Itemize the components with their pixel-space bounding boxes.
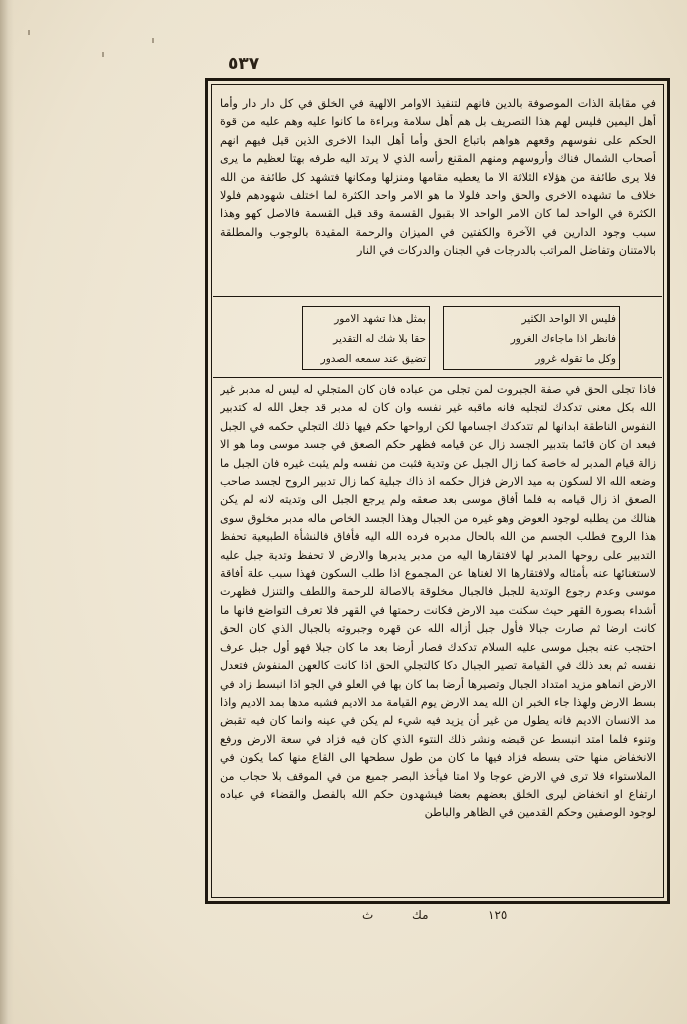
speck bbox=[152, 38, 154, 43]
bottom-paragraph: فاذا تجلى الحق في صفة الجبروت لمن تجلى من عباده فان كان المتجلي له ليس له مدبر غير الله بكل معنى تدكدك لتجليه فانه ماقبه غير نفسه وان كان له مدبر قد جعل الله له كتدبير النفوس الناطقة ابدانها لم تتدكدك اجسامها لكن ارواحها حكم فيها ذلك التجلي حكمه في الجبل فبعد ان كان قائما بتدبير الجسد زال عن قيامه فظهر حكم الصعق في جسد موسى وما هو الا زالة قيام المدبر له خاصة كما زال الجبل عن وتدية فثبت من نفسه ولم يثبت غيره فان الجبل ما وضعه الله الا لسكون به ميد الارض فزال حكمه اذ ذاك جبلية كما زال تدبير الروح لجسد صاحب الصعق اذ زال قيامه به فلما أفاق موسى بعد صعقه ولم يرجع الجبل الى وتديته لانه لم يكن هنالك من يطلبه لوجود العوض وهو غيره من الجبال وهذا الجسد الخاص ماله مدبر مخلوق سوى هذا الروح فطلب الجسم من الله بالحال مدبره فرده الله اليه فأفاق فالنشأة الطبيعية تحفظ التدبير على روحها المدبر لها لافتقارها اليه من مدبر يدبرها والارض لا تحفظ وتدية جبل عليه لاستغنائها عنه بأمثاله ولافتقارها الا لغناها عن المجموع اذا طلب السكون فهذا سبب علة أفاقة موسى وعدم رجوع الوتدية للجبل فالجبال مخلوقة بالاصالة للرحمة واللطف والتنزل فظهرت أشداء بصورة القهر حيث سكنت ميد الارض فكانت رحمتها في القهر فلا تعرف التواضع فانها ما كانت ارضا ثم صارت جبالا فأول جبل أزاله الله عن قهره وجبروته بالجبال الذي كان الحق احتجب عنه بجبل موسى عليه السلام تدكدك فصار أرضا بعد ما كان جبلا فهو أول جبل عرف نفسه ثم بعد ذلك في القيامة تصير الجبال دكا كالتجلي الحق اذا كانت كالعهن المنفوش فتعدل الارض انماهو مزيد امتداد الجبال وتصيرها أرضا بما كان بها في العلو في الجو اذا انبسط زاد في بسط الارض ولهذا جاء الخبر ان الله يمد الارض يوم القيامة مد الاديم فشبه مدها بمد الاديم واذا مد الانسان الاديم فانه يطول من غير أن يزيد فيه شيء لم يكن في عينه وانما كان فيه تقبض وتنوء فلما امتد انبسط عن قبضه ونشر ذلك النتوء الذي كان فيه فزاد في سعة الارض ورفع الانخفاض منها حتى بسطه فزاد فيها ما كان من طول سطحها الى القاع منها كما يكون في الملاستواء فلا ترى في الارض عوجا ولا امتا فيأخذ البصر جميع من في الموقف بلا حجاب من ارتفاع او انخفاض ليرى الخلق بعضهم بعضا فيشهدون حكم الله بالفصل والقضاء في عباده لوجود الوصفين وحكم القدمين في الظاهر والباطن bbox=[220, 383, 656, 820]
verse-column-right bbox=[448, 309, 616, 369]
verse-line: تضيق عند سمعه الصدور bbox=[320, 353, 426, 365]
verse-line: فليس الا الواحد الكثير bbox=[521, 313, 616, 325]
footer-number: ١٢٥ bbox=[488, 908, 508, 922]
top-paragraph: في مقابلة الذات الموصوفة بالدين فانهم لتنفيذ الاوامر الالهية في الخلق في كل دار دار وأما أهل اليمين فليس لهم هذا التصريف بل هم أهل سلامة وبراءة ما كانوا عليه وهم عليه من قوة الحكم على نفوسهم وقعهم هواهم باتباع الحق وأما أهل البدا الاخرى الذين قيل فيهم انهم أصحاب الشمال فناك وأروسهم ومنهم المقنع رأسه الذي لا يرتد اليه طرفه بهتا لعظيم ما يرى فلا يرى طائفة من هؤلاء الثلاثة الا ما يعطيه مقامها ومنزلها ومكانها فتشهد كل طائفة من الله خلاف ما تشهده الاخرى والحق واحد فلولا ما هو الامر واحد الكثرة لما اختلف شهودهم فلولا الكثرة في الواحد لما كان الامر الواحد الا بقبول القسمة وقد قبل القسمة فالاصل كهو وهذا سبب وجود الدارين في الآخرة والكفتين في الميزان والرحمة المقيدة بالوجوب والمطلقة بالامتنان وتفاضل المراتب بالدرجات في الجنان والدركات في النار bbox=[220, 97, 656, 258]
verse-line: فانظر اذا ماجاءك الغرور bbox=[510, 333, 616, 345]
page-binding-shadow bbox=[0, 0, 14, 1024]
verse-line: وكل ما تقوله غرور bbox=[535, 353, 616, 365]
page-number: ٥٣٧ bbox=[228, 54, 260, 74]
section-divider-top bbox=[213, 296, 662, 297]
footer-signature: مك bbox=[412, 908, 429, 922]
section-divider-bottom bbox=[213, 377, 662, 378]
verse-column-left bbox=[306, 309, 426, 369]
verse-line: بمثل هذا تشهد الامور bbox=[334, 313, 426, 325]
verse-line: حقا بلا شك له التقدير bbox=[333, 333, 426, 345]
speck bbox=[102, 52, 104, 57]
footer-signature-mark: ث bbox=[362, 908, 374, 922]
speck bbox=[28, 30, 30, 35]
